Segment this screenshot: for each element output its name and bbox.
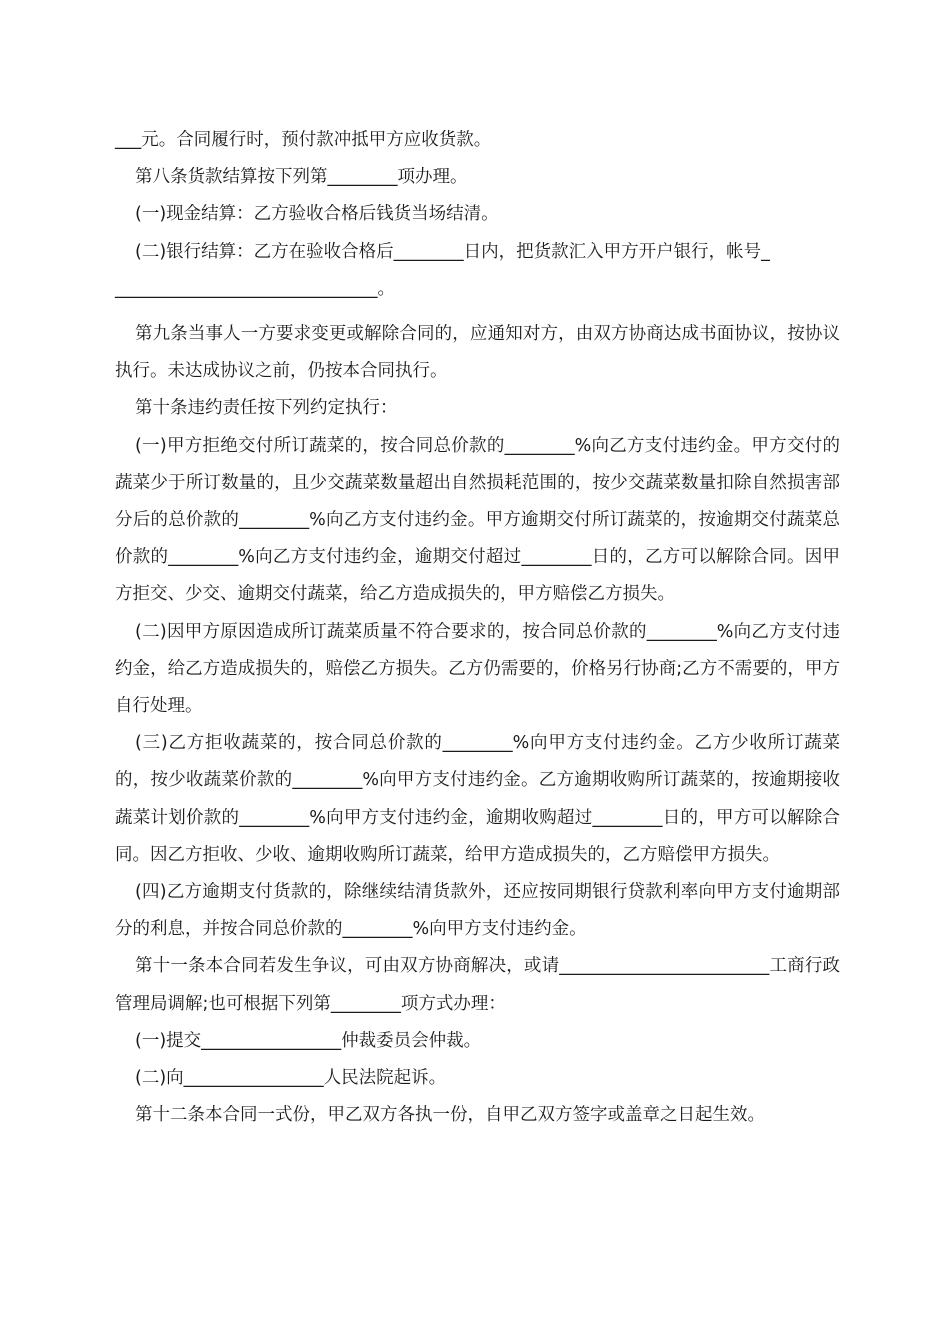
paragraph-advance-payment: ___元。合同履行时，预付款冲抵甲方应收货款。 [115, 130, 492, 150]
clause-12: 第十二条本合同一式份，甲乙双方各执一份，自甲乙双方签字或盖章之日起生效。 [135, 1105, 765, 1126]
contract-page [115, 122, 840, 1134]
clause-8-account-number-blank: ______________________________。 [115, 278, 395, 299]
clause-9: 第九条当事人一方要求变更或解除合同的，应通知对方，由双方协商达成书面协议，按协议执行。未达成协议之前，仍按本合同执行。 [115, 324, 840, 382]
clause-10-title: 第十条违约责任按下列约定执行： [135, 398, 398, 419]
clause-11: 第十一条本合同若发生争议，可由双方协商解决，或请________________________工商行政管理局调解;也可根据下列第________项方式办理： [115, 956, 840, 1014]
clause-10-item-3: (三)乙方拒收蔬菜的，按合同总价款的________%向甲方支付违约金。乙方少收所订蔬菜的，按少收蔬菜价款的________%向甲方支付违约金。乙方逾期收购所订蔬菜的，按逾期接收蔬菜计划价款的________%向甲方支付违约金，逾期收购超过________日的，甲方可以解除合同。因乙方拒收、少收、逾期收购所订蔬菜，给甲方造成损失的，乙方赔偿甲方损失。 [115, 733, 840, 865]
clause-11-arbitration: (一)提交________________仲裁委员会仲裁。 [135, 1030, 482, 1051]
clause-10-item-4: (四)乙方逾期支付货款的，除继续结清货款外，还应按同期银行贷款利率向甲方支付逾期部分的利息，并按合同总价款的________%向甲方支付违约金。 [115, 882, 840, 940]
clause-8-bank-settlement: (二)银行结算：乙方在验收合格后________日内，把货款汇入甲方开户银行，帐号_ [135, 241, 770, 262]
clause-10-item-1: (一)甲方拒绝交付所订蔬菜的，按合同总价款的________%向乙方支付违约金。甲方交付的蔬菜少于所订数量的，且少交蔬菜数量超出自然损耗范围的，按少交蔬菜数量扣除自然损害部分后的总价款的________%向乙方支付违约金。甲方逾期交付所订蔬菜的，按逾期交付蔬菜总价款的________%向乙方支付违约金，逾期交付超过________日的，乙方可以解除合同。因甲方拒交、少交、逾期交付蔬菜，给乙方造成损失的，甲方赔偿乙方损失。 [115, 435, 840, 605]
clause-8-cash-settlement: (一)现金结算：乙方验收合格后钱货当场结清。 [135, 204, 499, 225]
clause-11-court: (二)向________________人民法院起诉。 [135, 1068, 447, 1089]
clause-10-item-2: (二)因甲方原因造成所订蔬菜质量不符合要求的，按合同总价款的________%向乙方支付违约金，给乙方造成损失的，赔偿乙方损失。乙方仍需要的，价格另行协商;乙方不需要的，甲方自行处理。 [115, 621, 840, 717]
clause-8-title: 第八条货款结算按下列第________项办理。 [135, 167, 468, 188]
